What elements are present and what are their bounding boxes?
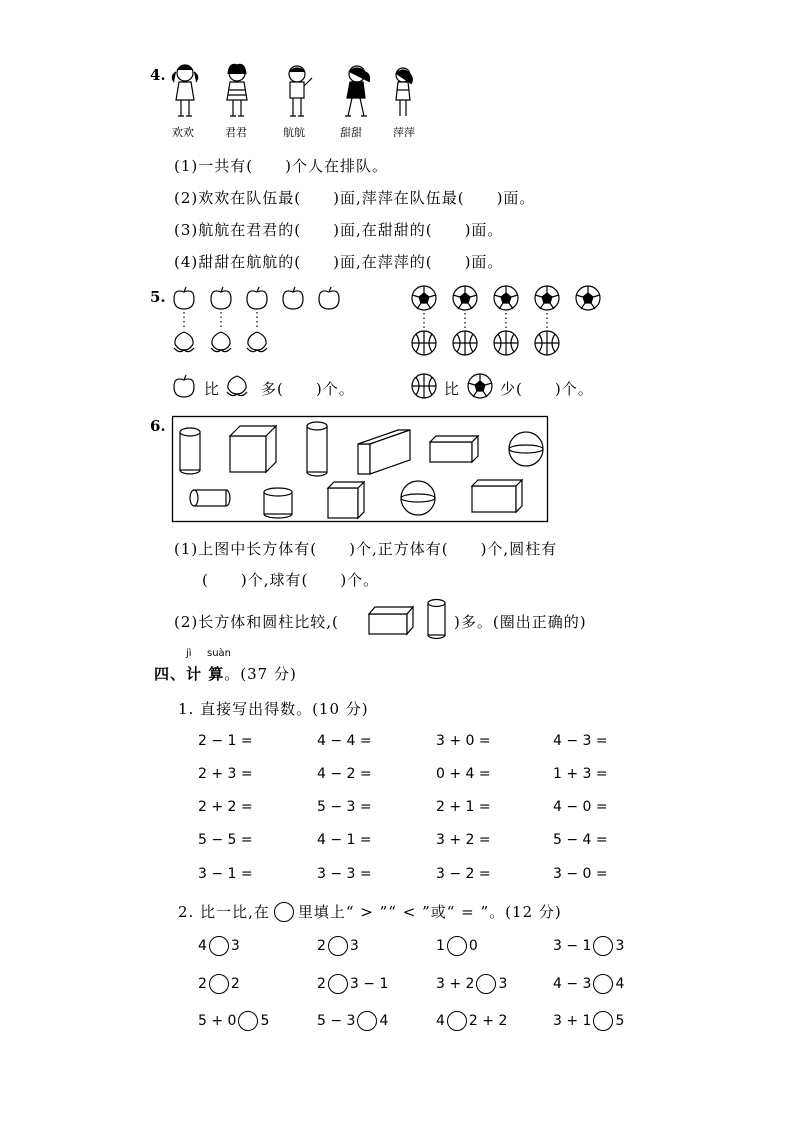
compare-left: 2: [317, 938, 326, 954]
compare-left: 4: [198, 938, 207, 954]
calc1-equation: 3 − 1 =: [198, 866, 253, 882]
cylinder-shape: [264, 488, 292, 518]
answer-circle-icon: [274, 902, 294, 922]
sphere-shape: [401, 481, 435, 515]
calc2-comparison: [317, 936, 359, 956]
compare-right: 2 + 2: [468, 1013, 508, 1029]
answer-circle-input[interactable]: [447, 936, 467, 956]
calc2-comparison: [317, 1011, 388, 1031]
q5-number: 5.: [150, 288, 166, 306]
compare-left: 5 + 0: [198, 1013, 237, 1029]
answer-circle-input[interactable]: [328, 974, 348, 994]
compare-right: 3: [349, 938, 359, 954]
basketball-icon: [453, 331, 477, 355]
answer-circle-input[interactable]: [238, 1011, 258, 1031]
q6-line-2b: )多。(圈出正确的): [454, 613, 587, 631]
pinyin-ji: jì: [186, 648, 192, 659]
q4-number: 4.: [150, 66, 166, 84]
compare-right: 3: [230, 938, 240, 954]
peach-icon: [247, 332, 267, 352]
compare-left: 3 − 1: [553, 938, 592, 954]
soccer-ball-icon: [576, 286, 600, 310]
q4-line-3: (3)航航在君君的( )面,在甜甜的( )面。: [174, 221, 504, 239]
calc2-comparison: [317, 974, 388, 994]
calc1-equation: 5 − 3 =: [317, 799, 372, 815]
answer-circle-input[interactable]: [328, 936, 348, 956]
q6-line-2a: (2)长方体和圆柱比较,(: [174, 613, 339, 631]
compare-right: 5: [615, 1013, 625, 1029]
answer-circle-input[interactable]: [476, 974, 496, 994]
q5-left-bi: 比: [204, 380, 221, 398]
calc1-equation: 2 + 3 =: [198, 766, 253, 782]
calc1-equation: 5 − 4 =: [553, 832, 608, 848]
apple-icon: [319, 287, 339, 309]
calc1-equation: 4 − 2 =: [317, 766, 372, 782]
queue-illustration: [165, 64, 425, 124]
calc1-equation: 4 − 1 =: [317, 832, 372, 848]
compare-right: 4: [379, 1013, 389, 1029]
q6-line-1a: (1)上图中长方体有( )个,正方体有( )个,圆柱有: [174, 540, 558, 558]
answer-circle-input[interactable]: [593, 974, 613, 994]
cylinder-choice-option[interactable]: [426, 598, 448, 640]
compare-left: 4 − 3: [553, 976, 592, 992]
calc1-equation: 4 − 0 =: [553, 799, 608, 815]
basketball-icon: [535, 331, 559, 355]
calc2-comparison: [198, 936, 240, 956]
q4-line-4: (4)甜甜在航航的( )面,在萍萍的( )面。: [174, 253, 504, 271]
compare-left: 1: [436, 938, 445, 954]
calc2-comparison: [436, 974, 507, 994]
peach-icon: [226, 374, 250, 400]
calc1-equation: 2 − 1 =: [198, 733, 253, 749]
q5-ball-illustration: [408, 284, 608, 359]
calc1-equation: 3 − 3 =: [317, 866, 372, 882]
soccer-ball-icon: [453, 286, 477, 310]
cuboid-shape: [430, 436, 478, 462]
soccer-ball-icon: [466, 372, 494, 400]
apple-icon: [211, 287, 231, 309]
basketball-icon: [410, 372, 438, 400]
solids-figure-box: [172, 416, 548, 522]
calc2-comparison: [553, 1011, 624, 1031]
answer-circle-input[interactable]: [593, 1011, 613, 1031]
peach-icon: [211, 332, 231, 352]
kid-hanghang-figure: [289, 66, 312, 116]
compare-left: 3 + 1: [553, 1013, 592, 1029]
section-4-title: [154, 663, 297, 684]
kid-pingping-figure: [396, 68, 412, 116]
soccer-ball-icon: [535, 286, 559, 310]
calc1-equation: 1 + 3 =: [553, 766, 608, 782]
apple-icon: [283, 287, 303, 309]
kid-huanhuan-figure: [172, 65, 197, 116]
calc2-title-b: 里填上“ > ”“ < ”或“ = ”。(12 分): [297, 903, 562, 921]
compare-left: 3 + 2: [436, 976, 475, 992]
peach-icon: [174, 332, 194, 352]
compare-left: 4: [436, 1013, 445, 1029]
compare-right: 3 − 1: [349, 976, 389, 992]
cube-shape: [328, 482, 364, 518]
calc1-equation: 4 − 3 =: [553, 733, 608, 749]
pinyin-suan: suàn: [207, 648, 232, 659]
q6-line-1b: ( )个,球有( )个。: [202, 571, 380, 589]
calc2-title-a: 2. 比一比,在: [178, 903, 270, 921]
compare-right: 5: [260, 1013, 270, 1029]
apple-icon: [247, 287, 267, 309]
compare-right: 3: [498, 976, 508, 992]
basketball-icon: [494, 331, 518, 355]
calc1-equation: 4 − 4 =: [317, 733, 372, 749]
q5-fruit-illustration: [170, 284, 350, 359]
kid-tiantian-figure: [345, 66, 370, 116]
cube-shape: [230, 426, 276, 472]
calc2-comparison: [553, 974, 624, 994]
calc2-comparison: [436, 936, 478, 956]
calc1-equation: 3 − 2 =: [436, 866, 491, 882]
calc1-equation: 5 − 5 =: [198, 832, 253, 848]
answer-circle-input[interactable]: [209, 974, 229, 994]
soccer-ball-icon: [494, 286, 518, 310]
compare-right: 2: [230, 976, 240, 992]
kid-name-5: 萍萍: [393, 126, 415, 139]
compare-left: 2: [317, 976, 326, 992]
compare-right: 3: [615, 938, 625, 954]
q5-right-bi: 比: [444, 380, 461, 398]
q5-left-answer: 多( )个。: [261, 380, 355, 398]
calc2-comparison: [553, 936, 624, 956]
calc2-comparison: [198, 1011, 269, 1031]
compare-left: 2: [198, 976, 207, 992]
calc1-equation: 3 + 2 =: [436, 832, 491, 848]
answer-circle-input[interactable]: [357, 1011, 377, 1031]
cuboid-choice-option[interactable]: [367, 604, 415, 636]
calc1-title: 1. 直接写出得数。(10 分): [178, 700, 369, 718]
sphere-shape: [509, 432, 543, 466]
answer-circle-input[interactable]: [593, 936, 613, 956]
q4-line-1: (1)一共有( )个人在排队。: [174, 157, 388, 175]
calc2-title: [178, 901, 562, 922]
calc2-comparison: [436, 1011, 507, 1031]
kid-junjun-figure: [227, 64, 247, 116]
compare-right: 0: [468, 938, 478, 954]
cuboid-shape: [472, 480, 522, 512]
calc1-equation: 3 − 0 =: [553, 866, 608, 882]
section-4-score: 。(37 分): [224, 665, 297, 683]
apple-icon: [174, 374, 196, 398]
cylinder-shape: [190, 490, 230, 506]
q5-right-answer: 少( )个。: [500, 380, 594, 398]
q4-line-2: (2)欢欢在队伍最( )面,萍萍在队伍最( )面。: [174, 189, 536, 207]
basketball-icon: [412, 331, 436, 355]
cylinder-shape: [307, 422, 327, 476]
calc1-equation: 0 + 4 =: [436, 766, 491, 782]
compare-left: 5 − 3: [317, 1013, 356, 1029]
calc1-equation: 2 + 1 =: [436, 799, 491, 815]
answer-circle-input[interactable]: [209, 936, 229, 956]
calc1-equation: 3 + 0 =: [436, 733, 491, 749]
apple-icon: [174, 287, 194, 309]
calc2-comparison: [198, 974, 240, 994]
calc1-equation: 2 + 2 =: [198, 799, 253, 815]
compare-right: 4: [615, 976, 625, 992]
kid-name-1: 欢欢: [172, 126, 194, 139]
kid-name-3: 航航: [283, 126, 305, 139]
answer-circle-input[interactable]: [447, 1011, 467, 1031]
cylinder-shape: [180, 428, 200, 474]
kid-name-2: 君君: [225, 126, 247, 139]
q6-number: 6.: [150, 417, 166, 435]
soccer-ball-icon: [412, 286, 436, 310]
kid-name-4: 甜甜: [340, 126, 362, 139]
section-4-heading: 四、计 算: [154, 665, 225, 683]
